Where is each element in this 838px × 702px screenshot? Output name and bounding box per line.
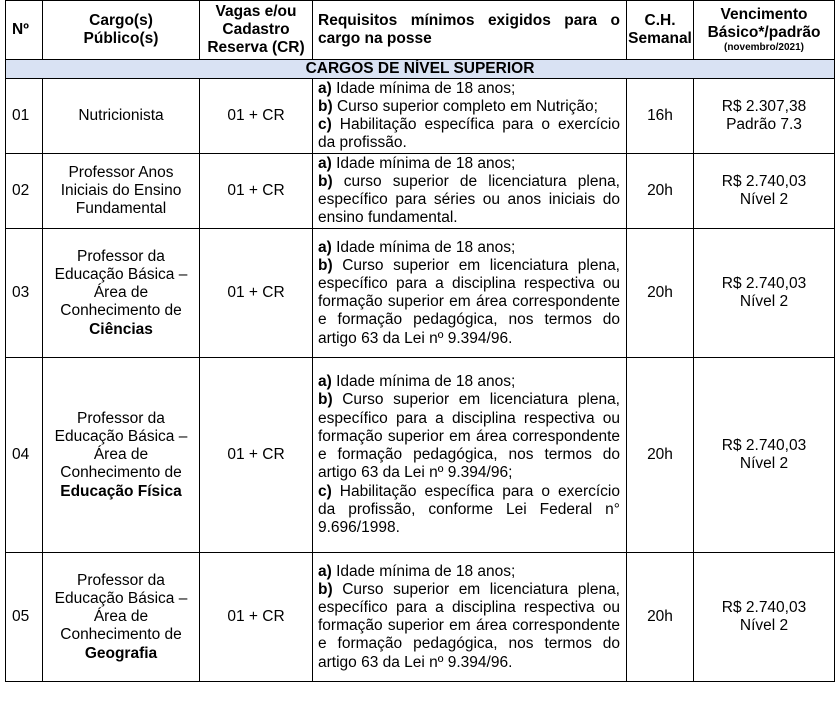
row-number [6, 553, 43, 682]
row-number [6, 154, 43, 229]
vencimento-cell [694, 229, 835, 358]
cargo-name: Professor da Educação Básica – Área de Conhecimento de [54, 247, 188, 320]
cargo-area: Geografia [84, 644, 158, 662]
cargo-name: Professor da Educação Básica – Área de Conhecimento de [54, 409, 188, 482]
requisito-key: a) [318, 373, 332, 391]
requisito-text: Idade mínima de 18 anos; [331, 373, 516, 391]
requisito-item [318, 173, 620, 228]
cargo-cell [43, 154, 200, 229]
ch-text: 20h [647, 608, 673, 626]
header-cargo: Cargo(s) Público(s) [43, 1, 200, 60]
table-row [6, 79, 835, 154]
ch-cell [627, 79, 694, 154]
cargo-cell [43, 229, 200, 358]
requisito-text: Curso superior em licenciatura plena, específico para a disciplina respectiva ou formação superior em área correspondente e formação pedagógica, nos termos do artigo 63 da Lei nº 9.394/96. [318, 256, 620, 347]
requisito-key: a) [318, 562, 332, 580]
requisito-key: b) [318, 256, 333, 274]
header-ch: C.H. Semanal [627, 1, 694, 60]
requisito-item [318, 257, 620, 348]
requisito-key: a) [318, 238, 332, 256]
requisito-key: b) [318, 391, 333, 409]
requisito-item [318, 483, 620, 538]
vagas-cell [200, 154, 313, 229]
cargo-name: Professor da Educação Básica – Área de Conhecimento de [54, 571, 188, 644]
row-number-text: 01 [12, 107, 30, 125]
vencimento-value: R$ 2.740,03 [721, 437, 807, 454]
vencimento-cell [694, 358, 835, 553]
requisitos-cell [313, 229, 627, 358]
requisito-text: Habilitação específica para o exercício da profissão. [318, 116, 620, 152]
vagas-text: 01 + CR [227, 107, 285, 125]
ch-cell [627, 154, 694, 229]
requisito-item [318, 80, 620, 98]
vagas-text: 01 + CR [227, 284, 285, 302]
row-number [6, 229, 43, 358]
document-page [5, 0, 834, 682]
table-row [6, 229, 835, 358]
requisito-text: Curso superior em licenciatura plena, específico para a disciplina respectiva ou formação superior em área correspondente e formação pedagógica, nos termos do artigo 63 da Lei nº 9.394/96. [318, 580, 620, 671]
vencimento-value: R$ 2.740,03 [721, 173, 807, 190]
row-number [6, 358, 43, 553]
requisito-item [318, 581, 620, 672]
requisito-key: b) [318, 173, 333, 190]
header-no: Nº [6, 1, 43, 60]
ch-cell [627, 358, 694, 553]
ch-cell [627, 229, 694, 358]
requisito-text: Idade mínima de 18 anos; [331, 154, 516, 172]
vagas-cell [200, 79, 313, 154]
cargo-name: Professor Anos Iniciais do Ensino Fundamental [60, 163, 182, 218]
vencimento-padrao: Nível 2 [739, 191, 789, 209]
ch-text: 16h [647, 107, 673, 125]
requisito-item [318, 155, 620, 173]
section-row [6, 60, 835, 79]
requisitos-cell [313, 358, 627, 553]
requisito-item [318, 239, 620, 257]
row-number-text: 04 [12, 446, 30, 464]
requisito-item [318, 373, 620, 391]
requisito-text: Idade mínima de 18 anos; [331, 238, 516, 256]
table-row [6, 553, 835, 682]
cargo-cell [43, 358, 200, 553]
requisitos-cell [313, 154, 627, 229]
cargo-cell [43, 79, 200, 154]
row-number [6, 79, 43, 154]
ch-text: 20h [647, 446, 673, 464]
vencimento-cell [694, 154, 835, 229]
vagas-text: 01 + CR [227, 182, 285, 200]
vencimento-value: R$ 2.307,38 [721, 98, 807, 115]
requisito-item [318, 563, 620, 581]
vencimento-value: R$ 2.740,03 [721, 275, 807, 292]
vagas-text: 01 + CR [227, 608, 285, 626]
header-row [6, 1, 835, 60]
requisito-key: a) [318, 79, 332, 97]
requisitos-cell [313, 553, 627, 682]
requisito-text: Habilitação específica para o exercício da profissão, conforme Lei Federal n° 9.696/1998. [318, 482, 620, 536]
vencimento-cell [694, 79, 835, 154]
requisito-item [318, 98, 620, 116]
requisito-key: b) [318, 98, 333, 115]
vagas-cell [200, 229, 313, 358]
header-requisitos: Requisitos mínimos exigidos para o cargo na posse [313, 1, 627, 60]
row-number-text: 05 [12, 608, 30, 626]
requisito-text: Idade mínima de 18 anos; [331, 79, 516, 97]
vencimento-padrao: Padrão 7.3 [726, 116, 802, 134]
requisito-text: Idade mínima de 18 anos; [331, 562, 516, 580]
vencimento-padrao: Nível 2 [739, 293, 789, 311]
vencimento-padrao: Nível 2 [739, 617, 789, 635]
cargo-area: Educação Física [60, 482, 182, 500]
requisito-text: curso superior de licenciatura plena, específico para séries ou anos iniciais do ensino fundamental. [318, 173, 620, 227]
row-number-text: 02 [12, 182, 30, 200]
cargos-table [5, 0, 835, 682]
requisito-key: c) [318, 116, 332, 134]
table-row [6, 358, 835, 553]
header-vagas: Vagas e/ou Cadastro Reserva (CR) [200, 1, 313, 60]
cargo-cell [43, 553, 200, 682]
requisito-key: c) [318, 482, 332, 500]
vencimento-cell [694, 553, 835, 682]
vencimento-padrao: Nível 2 [739, 455, 789, 473]
requisito-key: a) [318, 154, 332, 172]
row-number-text: 03 [12, 284, 30, 302]
vagas-text: 01 + CR [227, 446, 285, 464]
header-vencimento: Vencimento Básico*/padrão (novembro/2021) [694, 1, 835, 60]
requisito-item [318, 391, 620, 482]
section-title: CARGOS DE NÍVEL SUPERIOR [6, 60, 835, 79]
ch-text: 20h [647, 182, 673, 200]
ch-text: 20h [647, 284, 673, 302]
cargo-area: Ciências [89, 320, 153, 338]
requisitos-cell [313, 79, 627, 154]
vagas-cell [200, 553, 313, 682]
table-row [6, 154, 835, 229]
vagas-cell [200, 358, 313, 553]
requisito-text: Curso superior em licenciatura plena, específico para a disciplina respectiva ou formação superior em área correspondente e formação pedagógica, nos termos do artigo 63 da Lei nº 9.394/96; [318, 391, 620, 482]
vencimento-value: R$ 2.740,03 [721, 599, 807, 616]
requisito-key: b) [318, 580, 333, 598]
requisito-text: Curso superior completo em Nutrição; [332, 98, 598, 115]
cargo-name: Nutricionista [78, 107, 164, 125]
requisito-item [318, 116, 620, 152]
ch-cell [627, 553, 694, 682]
